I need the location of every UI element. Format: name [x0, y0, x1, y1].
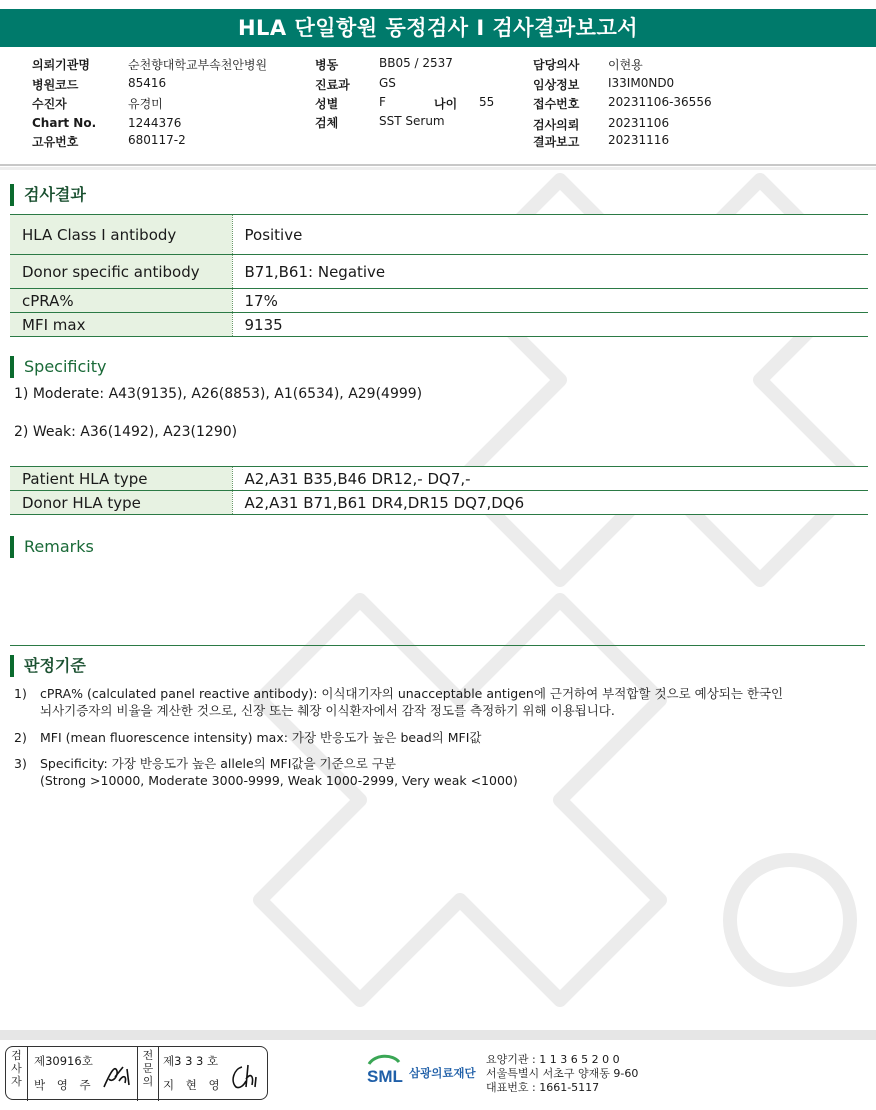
criteria-text: (Strong >10000, Moderate 3000-9999, Weak 1000-2999, Very weak <1000) — [40, 773, 518, 788]
hla-value: A2,A31 B35,B46 DR12,- DQ7,- — [232, 467, 868, 491]
info-label: 병원코드 — [32, 78, 79, 92]
info-label: 진료과 — [315, 78, 350, 92]
table-row — [10, 255, 868, 289]
result-value: 17% — [232, 289, 868, 313]
specialist-signature — [228, 1061, 264, 1093]
criteria-number: 2) — [14, 730, 27, 745]
section-criteria-heading: 판정기준 — [10, 655, 86, 677]
info-label: 병동 — [315, 58, 339, 72]
table-row — [10, 467, 868, 491]
info-label: 성별 — [315, 97, 339, 111]
info-value: 20231116 — [608, 133, 670, 147]
info-value: 순천향대학교부속천안병원 — [128, 58, 268, 72]
info-value: 이현용 — [608, 58, 643, 72]
hla-key: Donor HLA type — [10, 491, 232, 515]
hla-type-table — [10, 466, 868, 515]
result-key: Donor specific antibody — [10, 255, 232, 289]
tester-label — [6, 1047, 28, 1101]
criteria-text: MFI (mean fluorescence intensity) max: 가장 반응도가 높은 bead의 MFI값 — [40, 730, 482, 745]
info-label: 접수번호 — [533, 97, 580, 111]
info-value: 유경미 — [128, 97, 163, 111]
table-row — [10, 491, 868, 515]
specificity-moderate: 1) Moderate: A43(9135), A26(8853), A1(6534), A29(4999) — [14, 386, 423, 402]
info-value: GS — [379, 76, 396, 90]
tester-license-no: 제30916호 — [34, 1054, 93, 1068]
criteria-text: cPRA% (calculated panel reactive antibody): 이식대기자의 unacceptable antigen에 근거하여 부적합할 것으로 예상되는 한국인 — [40, 686, 784, 701]
specialist-label-text: 전 문 의 — [142, 1049, 154, 1088]
tester-signature — [101, 1061, 133, 1093]
info-value: SST Serum — [379, 114, 445, 128]
hla-key: Patient HLA type — [10, 467, 232, 491]
info-value: 85416 — [128, 76, 167, 90]
info-value: 20231106-36556 — [608, 95, 712, 109]
hla-value: A2,A31 B71,B61 DR4,DR15 DQ7,DQ6 — [232, 491, 868, 515]
result-key: HLA Class I antibody — [10, 215, 232, 255]
section-remarks-heading: Remarks — [10, 536, 94, 558]
criteria-text: 뇌사기증자의 비율을 계산한 것으로, 신장 또는 췌장 이식환자에서 감작 정도를 측정하기 위해 이용됩니다. — [40, 703, 615, 718]
info-value: I33IM0ND0 — [608, 76, 675, 90]
results-table — [10, 214, 868, 337]
result-value: B71,B61: Negative — [232, 255, 868, 289]
tester-name: 박 영 주 — [34, 1078, 95, 1092]
result-value: Positive — [232, 215, 868, 255]
info-label: Chart No. — [32, 116, 97, 130]
info-value: 680117-2 — [128, 133, 186, 147]
age-label: 나이 — [434, 97, 458, 111]
info-label: 검체 — [315, 116, 339, 130]
info-label: 검사의뢰 — [533, 118, 580, 132]
footer-band — [0, 1030, 876, 1040]
section-results-heading: 검사결과 — [10, 184, 86, 206]
result-key: MFI max — [10, 313, 232, 337]
sml-logo-text: SML — [367, 1067, 403, 1086]
info-value: F — [379, 95, 386, 109]
report-title: HLA 단일항원 동정검사 I 검사결과보고서 — [0, 9, 876, 47]
org-address: 서울특별시 서초구 양재동 9-60 — [486, 1067, 639, 1080]
info-label: 고유번호 — [32, 135, 79, 149]
divider — [0, 164, 876, 166]
criteria-number: 1) — [14, 686, 27, 701]
criteria-number: 3) — [14, 756, 27, 771]
criteria-text: Specificity: 가장 반응도가 높은 allele의 MFI값을 기준으로 구분 — [40, 756, 396, 771]
org-code: 요양기관 : 1 1 3 6 5 2 0 0 — [486, 1053, 620, 1066]
specialist-name: 지 현 영 — [163, 1078, 224, 1092]
info-value: BB05 / 2537 — [379, 56, 453, 70]
age-value: 55 — [479, 95, 495, 109]
divider — [0, 167, 876, 170]
info-label: 수진자 — [32, 97, 67, 111]
info-label: 의뢰기관명 — [32, 58, 90, 72]
divider — [10, 645, 865, 646]
info-label: 담당의사 — [533, 58, 580, 72]
org-address-block — [486, 1053, 638, 1095]
info-label: 결과보고 — [533, 135, 580, 149]
specialist-label — [137, 1047, 159, 1101]
info-value: 1244376 — [128, 116, 182, 130]
signature-box — [5, 1046, 268, 1100]
org-name: 삼광의료재단 — [409, 1066, 476, 1080]
section-specificity-heading: Specificity — [10, 356, 106, 378]
result-key: cPRA% — [10, 289, 232, 313]
table-row — [10, 215, 868, 255]
info-label: 임상정보 — [533, 78, 580, 92]
specialist-license-no: 제3 3 3 호 — [163, 1054, 219, 1068]
tester-label-text: 검 사 자 — [11, 1049, 22, 1088]
table-row — [10, 289, 868, 313]
specificity-weak: 2) Weak: A36(1492), A23(1290) — [14, 424, 238, 440]
info-value: 20231106 — [608, 116, 670, 130]
org-phone: 대표번호 : 1661-5117 — [486, 1081, 600, 1094]
table-row — [10, 313, 868, 337]
result-value: 9135 — [232, 313, 868, 337]
